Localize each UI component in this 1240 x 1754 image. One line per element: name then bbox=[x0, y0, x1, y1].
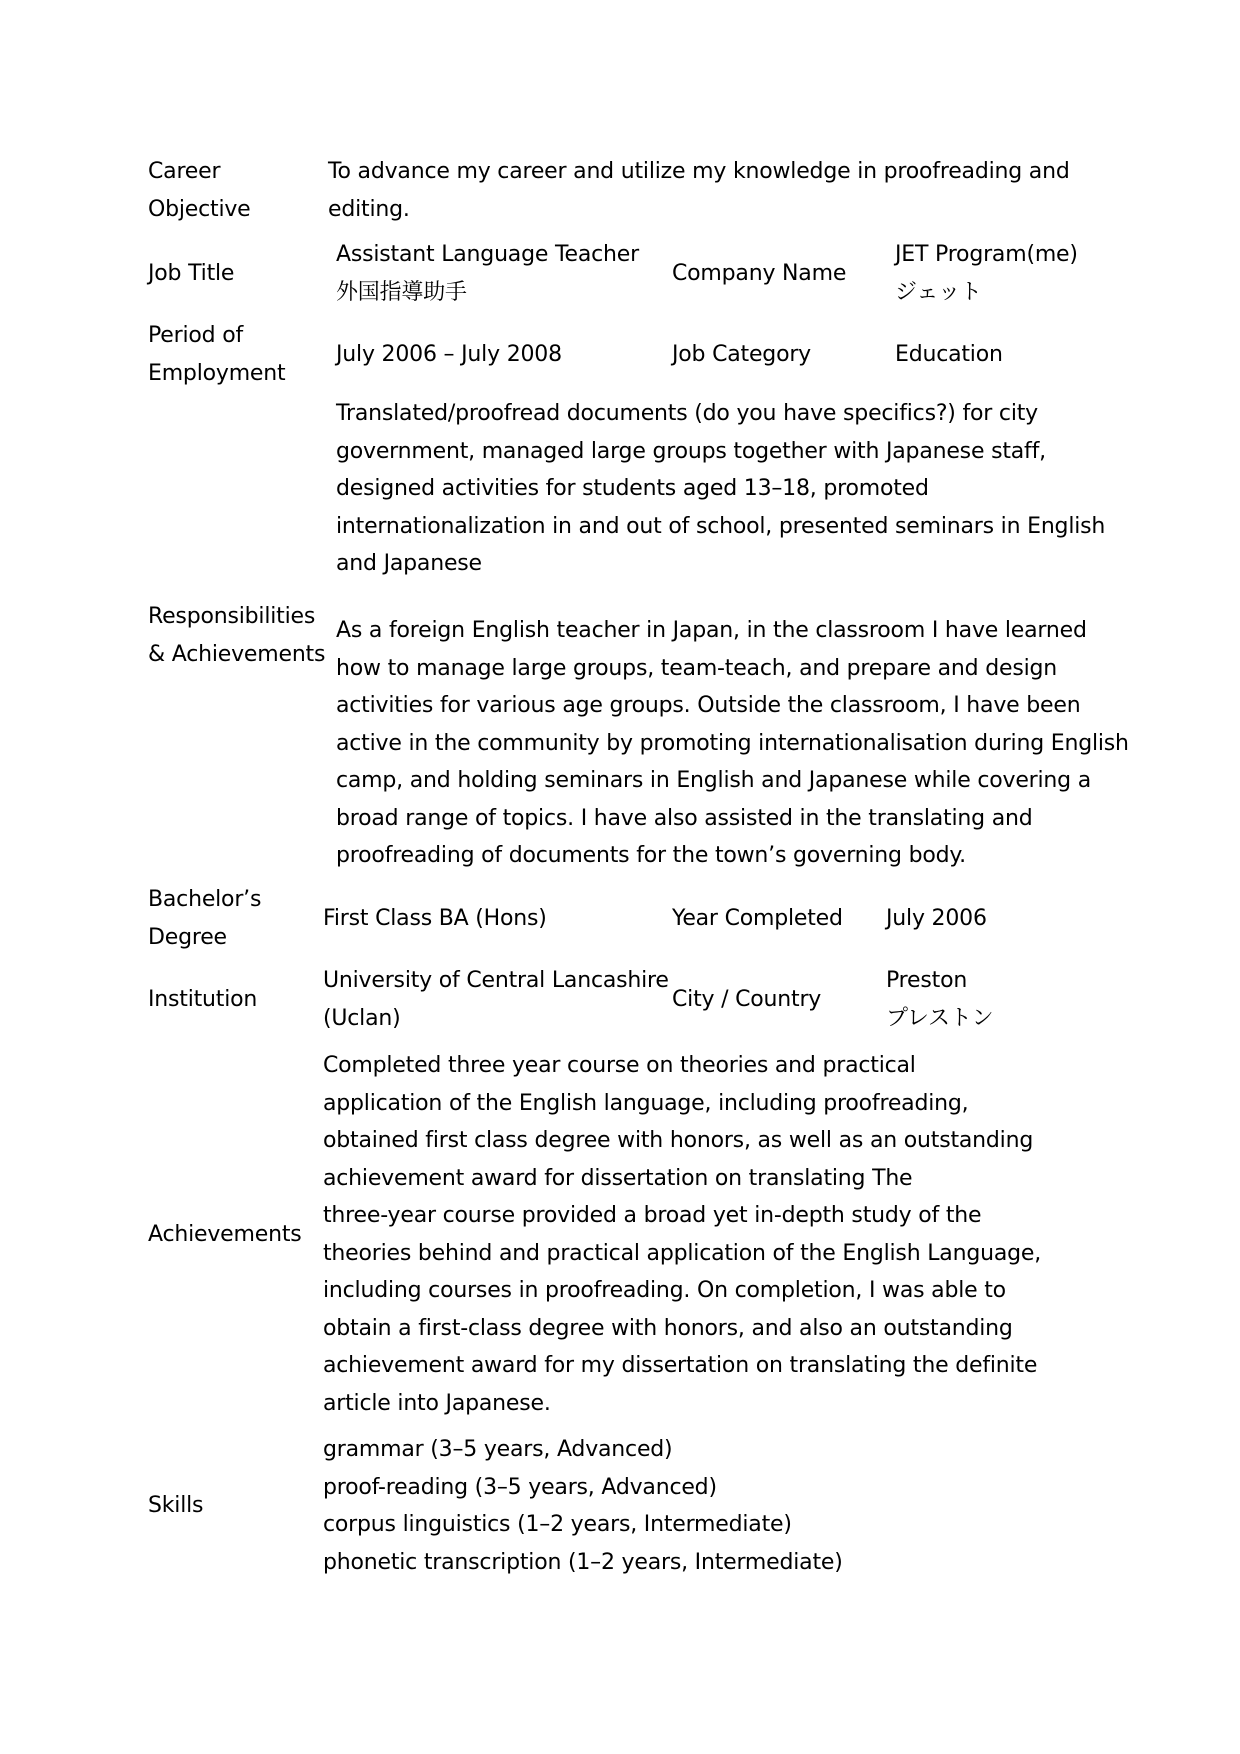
city-country-label: City / Country bbox=[672, 986, 822, 1012]
achievements-text: Completed three year course on theories and practical application of the English language, including proofreading, obtained first class degree with honors, as well as an outstanding achievement award for dissertation on translating The three-year course provided a broad yet in-depth study of the theories behind and practical application of the English Language, including courses in proofreading. On completion, I was able to obtain a first-class degree with honors, and also an outstanding achievement award for my dissertation on translating the definite article into Japanese. bbox=[323, 1053, 1041, 1416]
job-title-value: Assistant Language Teacher 外国指導助手 bbox=[336, 242, 639, 305]
period-of-employment-value: July 2006 – July 2008 bbox=[336, 341, 562, 367]
institution-label: Institution bbox=[148, 986, 258, 1012]
degree-label: Bachelor’s Degree bbox=[148, 887, 262, 950]
year-completed-value: July 2006 bbox=[886, 905, 987, 931]
institution-value: University of Central Lancashire (Uclan) bbox=[323, 968, 669, 1031]
year-completed-label: Year Completed bbox=[672, 905, 843, 931]
responsibilities-summary: Translated/proofread documents (do you have specifics?) for city government, managed large groups together with Japanese staff, designed activities for students aged 13–18, promoted internationalization in and out of school, presented seminars in English and Japanese bbox=[336, 401, 1106, 576]
degree-value: First Class BA (Hons) bbox=[323, 905, 547, 931]
job-category-value: Education bbox=[895, 341, 1003, 367]
responsibilities-detail: As a foreign English teacher in Japan, in the classroom I have learned how to manage large groups, team-teach, and prepare and design activities for various age groups. Outside the classroom, I have been active in the community by promoting internationalisation during English camp, and holding seminars in English and Japanese while covering a broad range of topics. I have also assisted in the translating and proofreading of documents for the town’s governing body. bbox=[336, 618, 1129, 868]
skill-item: grammar (3–5 years, Advanced) bbox=[323, 1437, 673, 1462]
skills-label: Skills bbox=[148, 1493, 204, 1519]
company-name-value: JET Program(me) ジェット bbox=[895, 242, 1078, 305]
job-title-label: Job Title bbox=[148, 260, 235, 286]
skill-item: phonetic transcription (1–2 years, Intermediate) bbox=[323, 1549, 843, 1575]
period-of-employment-label: Period of Employment bbox=[148, 323, 286, 386]
skills-list bbox=[323, 1431, 843, 1581]
career-objective-label: Career Objective bbox=[148, 159, 251, 222]
job-category-label: Job Category bbox=[672, 341, 811, 367]
city-country-value: Preston プレストン bbox=[886, 968, 994, 1031]
career-objective-text: To advance my career and utilize my knowledge in proofreading and editing. bbox=[328, 159, 1070, 222]
skill-item: corpus linguistics (1–2 years, Intermediate) bbox=[323, 1512, 792, 1537]
company-name-label: Company Name bbox=[672, 260, 847, 286]
responsibilities-label: Responsibilities & Achievements bbox=[148, 604, 326, 667]
achievements-label: Achievements bbox=[148, 1221, 302, 1247]
skill-item: proof-reading (3–5 years, Advanced) bbox=[323, 1474, 717, 1500]
